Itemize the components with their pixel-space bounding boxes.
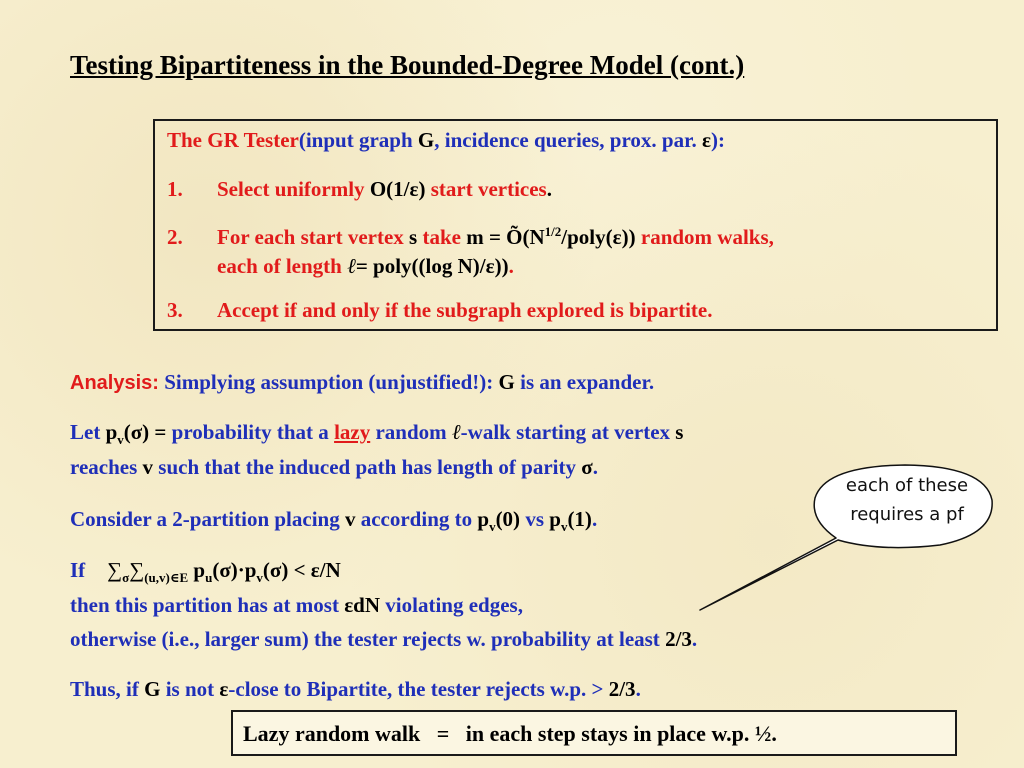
step2-eps: ε <box>612 225 622 249</box>
consider-p1-arg: (1) <box>567 507 592 531</box>
analysis-G: G <box>498 370 515 394</box>
tester-params-b: , incidence queries, prox. par. <box>434 128 702 152</box>
tester-params-a: (input graph <box>298 128 418 152</box>
analysis-assumption: Simplying assumption (unjustified!): <box>158 370 499 394</box>
tester-name: The GR Tester <box>167 128 299 152</box>
step1-c: ) <box>418 177 426 201</box>
analysis-label: Analysis: <box>70 372 159 394</box>
let-prob: probability that a <box>166 420 335 444</box>
step2-s: s <box>409 225 418 249</box>
sum-sub-1: σ <box>122 570 130 586</box>
otherwise-b: 2/3 <box>665 627 692 651</box>
step1-e: . <box>546 177 552 201</box>
otherwise-a: otherwise (i.e., larger sum) the tester rejects w. probability at least <box>70 627 666 651</box>
then-b: εdN <box>344 593 381 617</box>
thus-eps: ε <box>219 677 229 701</box>
let-sigma-arg: (σ) = <box>123 420 167 444</box>
reaches-induced: such that the induced path has length of parity <box>153 455 582 479</box>
if-pu-sub: u <box>205 570 213 586</box>
consider-p0-sub: v <box>489 519 496 535</box>
step2-ell: ℓ <box>347 254 356 278</box>
step2-g: = poly((log N)/ <box>355 254 486 278</box>
step2-a: For each start vertex <box>217 225 410 249</box>
consider-b: according to <box>355 507 478 531</box>
thus-e: . <box>635 677 641 701</box>
sum-symbol-2: ∑ <box>129 558 145 582</box>
let-s: s <box>675 420 684 444</box>
step2-d: )) <box>621 225 636 249</box>
step1-b: O(1/ <box>369 177 410 201</box>
if-pu-arg: (σ)·p <box>212 558 257 582</box>
step1-eps: ε <box>409 177 419 201</box>
sum-symbol-1: ∑ <box>107 558 123 582</box>
lazy-walk-box <box>231 710 957 756</box>
if-word: If <box>70 558 86 582</box>
reaches-period: . <box>592 455 598 479</box>
step3-number: 3. <box>167 298 183 322</box>
reaches-v: v <box>142 455 154 479</box>
let-pv-sub: v <box>117 432 124 448</box>
consider-p0: p <box>477 507 490 531</box>
slide-title: Testing Bipartiteness in the Bounded-Degree Model (cont.) <box>70 50 745 80</box>
if-pv-sub: v <box>256 570 263 586</box>
step2-c: /poly( <box>561 225 613 249</box>
lazy-word: lazy <box>334 420 371 444</box>
consider-v: v <box>344 507 356 531</box>
step3-text: Accept if and only if the subgraph explored is bipartite. <box>217 298 713 322</box>
let-pv: p <box>105 420 118 444</box>
let-a: Let <box>70 420 106 444</box>
step1-a: Select uniformly <box>217 177 370 201</box>
if-pu: p <box>188 558 206 582</box>
consider-a: Consider a 2-partition placing <box>70 507 345 531</box>
consider-p1: p <box>549 507 561 531</box>
callout-line-2: requires a pf <box>850 504 964 525</box>
analysis-expander: is an expander. <box>514 370 655 394</box>
otherwise-c: . <box>691 627 698 651</box>
if-pv-arg: (σ) < ε/N <box>262 558 341 582</box>
step2-b: take <box>417 225 467 249</box>
let-random: random <box>370 420 452 444</box>
consider-p1-sub: v <box>560 519 568 535</box>
sum-sub-2: (u,v)∈E <box>144 570 189 586</box>
let-ell: ℓ <box>451 420 461 444</box>
step2-e: random walks, <box>635 225 774 249</box>
then-c: violating edges, <box>380 593 523 617</box>
let-walk: -walk starting at vertex <box>460 420 676 444</box>
tester-eps: ε <box>702 128 711 152</box>
reaches-sigma: σ <box>581 455 593 479</box>
tester-graph-G: G <box>417 128 435 152</box>
step2-h: )) <box>494 254 509 278</box>
thus-c: -close to Bipartite, the tester rejects w.p. > <box>228 677 609 701</box>
step2-sup: 1/2 <box>544 224 562 239</box>
step2-m: m = Õ(N <box>466 225 545 249</box>
callout-text <box>818 471 996 529</box>
callout-line-1: each of these <box>845 475 969 496</box>
consider-end: . <box>591 507 598 531</box>
step2-eps2: ε <box>485 254 495 278</box>
then-a: then this partition has at most <box>70 593 345 617</box>
thus-d: 2/3 <box>608 677 636 701</box>
tester-params-c: ): <box>710 128 725 152</box>
step2-f: each of length <box>217 254 348 278</box>
thus-b: is not <box>160 677 220 701</box>
step2-number: 2. <box>167 225 183 249</box>
thus-G: G <box>144 677 161 701</box>
reaches-a: reaches <box>70 455 143 479</box>
lazy-walk-definition: Lazy random walk = in each step stays in place w.p. ½. <box>243 721 777 746</box>
consider-vs: vs <box>520 507 550 531</box>
step2-i: . <box>508 254 514 278</box>
step1-d: start vertices <box>425 177 547 201</box>
consider-p0-arg: (0) <box>495 507 521 531</box>
thus-a: Thus, if <box>70 677 145 701</box>
step1-number: 1. <box>167 177 183 201</box>
